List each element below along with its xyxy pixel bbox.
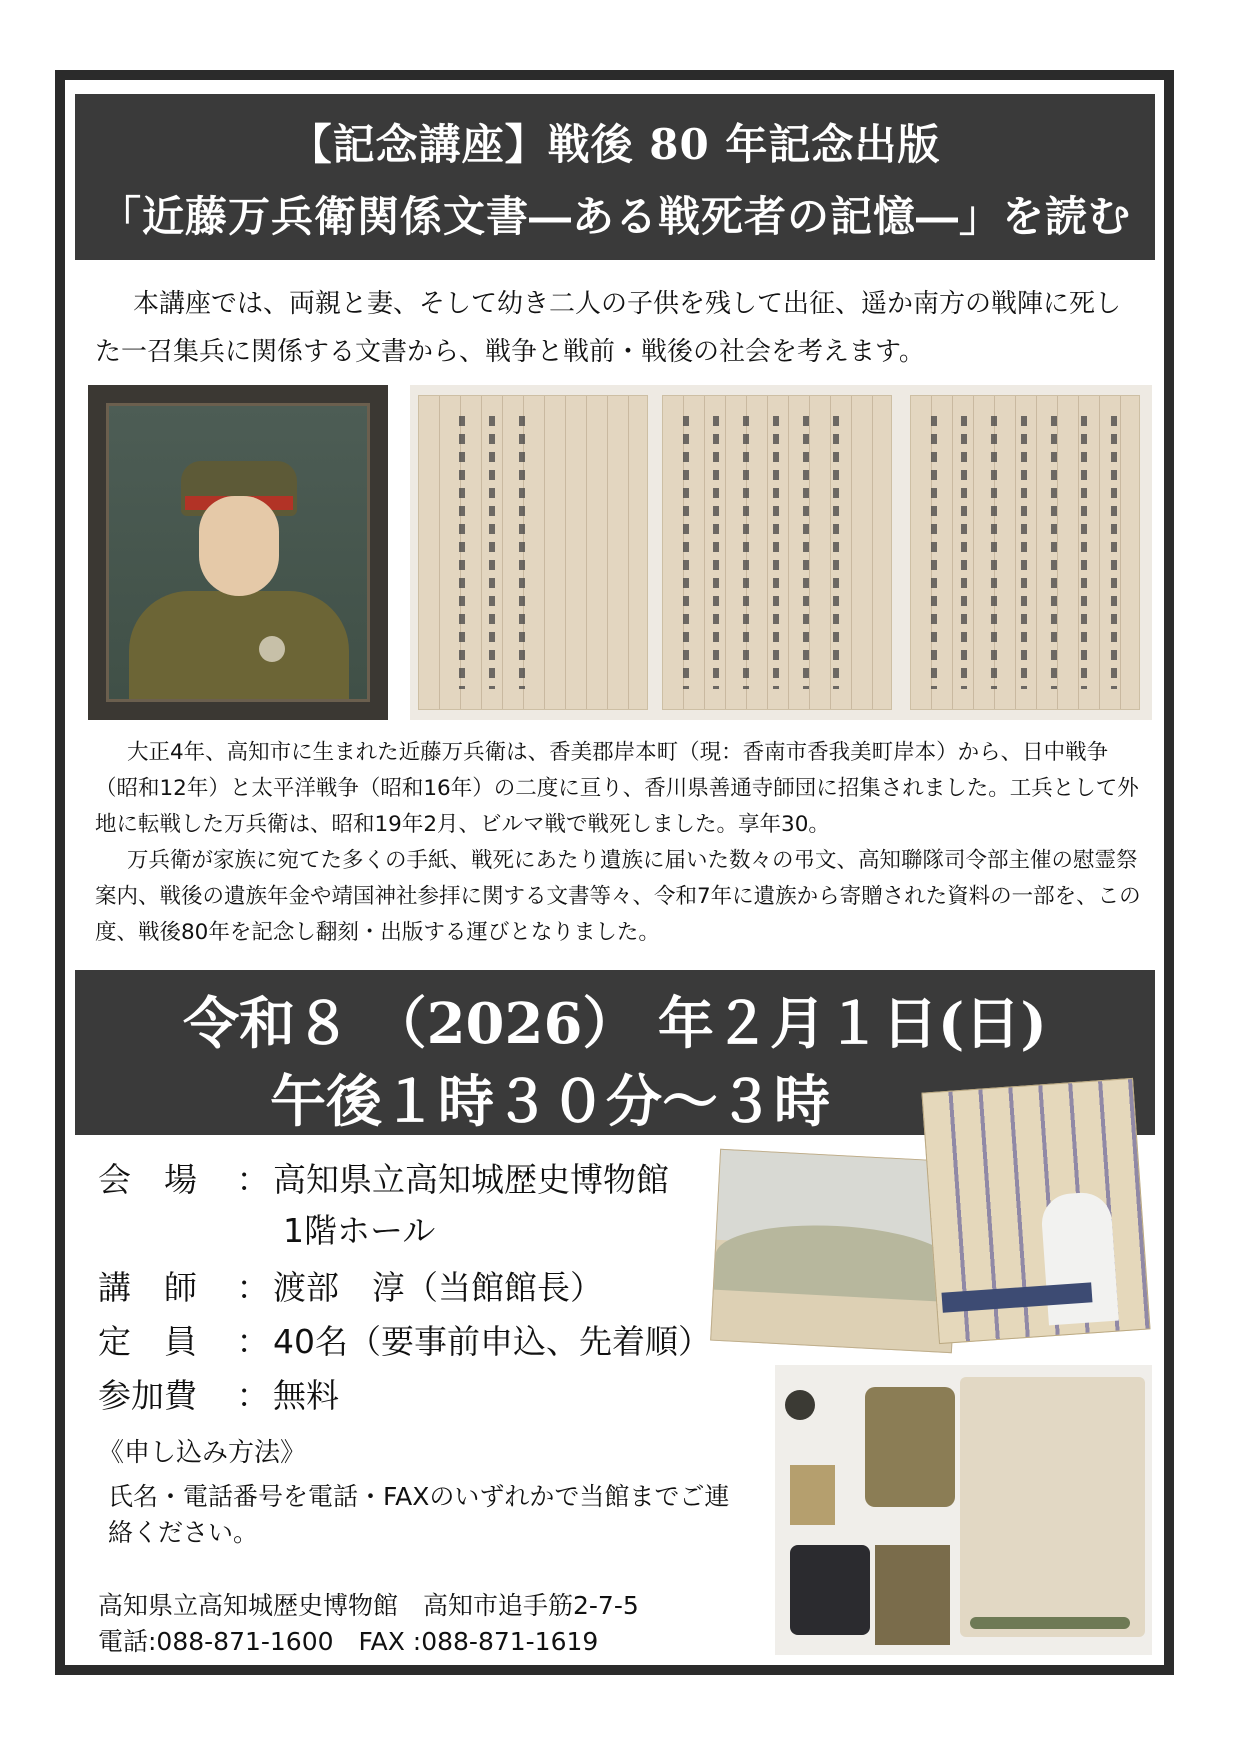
event-details (98, 1150, 738, 1420)
belongings-image (775, 1365, 1152, 1655)
description-text (95, 735, 1145, 951)
application-heading: 《申し込み方法》 (98, 1438, 307, 1468)
lecturer-label: 講 師 (98, 1267, 197, 1307)
venue-label: 会 場 (98, 1159, 197, 1199)
lecturer-row (98, 1258, 738, 1312)
lecturer-value: 渡部 淳（当館館長） (273, 1267, 603, 1307)
lecturer-colon: ： (236, 1267, 270, 1307)
venue-value: 高知県立高知城歴史博物館 (273, 1159, 669, 1199)
capacity-colon: ： (236, 1321, 270, 1361)
description-paragraph-1: 大正4年、高知市に生まれた近藤万兵衛は、香美郡岸本町（現：香南市香我美町岸本）から、日中戦争（昭和12年）と太平洋戦争（昭和16年）の二度に亘り、香川県善通寺師団に招集されました。工兵として外地に転戦した万兵衛は、昭和19年2月、ビルマ戦で戦死しました。享年30。 (95, 740, 1139, 837)
letters-image (410, 385, 1152, 720)
soldier-portrait-image (88, 385, 388, 720)
title-line-1: 【記念講座】戦後 80 年記念出版 (289, 120, 941, 169)
venue-sub-value: 1階ホール (283, 1211, 436, 1250)
fee-label: 参加費 (98, 1375, 197, 1415)
intro-text (95, 280, 1145, 376)
contact-address: 高知県立高知城歴史博物館 高知市追手筋2-7-5 (98, 1591, 639, 1620)
postcard-image-1 (710, 1149, 962, 1353)
contact-info (98, 1588, 798, 1660)
venue-row (98, 1150, 738, 1204)
intro-paragraph: 本講座では、両親と妻、そして幼き二人の子供を残して出征、遥か南方の戦陣に死した一召集兵に関係する文書から、戦争と戦前・戦後の社会を考えます。 (95, 289, 1122, 367)
fee-value: 無料 (273, 1375, 339, 1415)
fee-colon: ： (236, 1375, 270, 1415)
capacity-label: 定 員 (98, 1321, 197, 1361)
event-date: 令和８ （2026） 年２月１日(日) (183, 991, 1047, 1057)
event-time: 午後１時３０分～３時 (270, 1069, 830, 1135)
fee-row (98, 1366, 738, 1420)
application-text: 氏名・電話番号を電話・FAXのいずれかで当館までご連絡ください。 (108, 1482, 730, 1547)
contact-phone-fax: 電話:088-871-1600 FAX :088-871-1619 (98, 1627, 599, 1656)
capacity-value: 40名（要事前申込、先着順） (273, 1321, 711, 1361)
title-banner (75, 94, 1155, 260)
application-section (98, 1435, 738, 1551)
title-line-2: 「近藤万兵衛関係文書―ある戦死者の記憶―」を読む (98, 192, 1131, 241)
capacity-row (98, 1312, 738, 1366)
postcard-image-2 (921, 1078, 1150, 1344)
venue-colon: ： (236, 1159, 270, 1199)
description-paragraph-2: 万兵衛が家族に宛てた多くの手紙、戦死にあたり遺族に届いた数々の弔文、高知聯隊司令部主催の慰霊祭案内、戦後の遺族年金や靖国神社参拝に関する文書等々、令和7年に遺族から寄贈された資料の一部を、この度、戦後80年を記念し翻刻・出版する運びとなりました。 (95, 848, 1141, 945)
